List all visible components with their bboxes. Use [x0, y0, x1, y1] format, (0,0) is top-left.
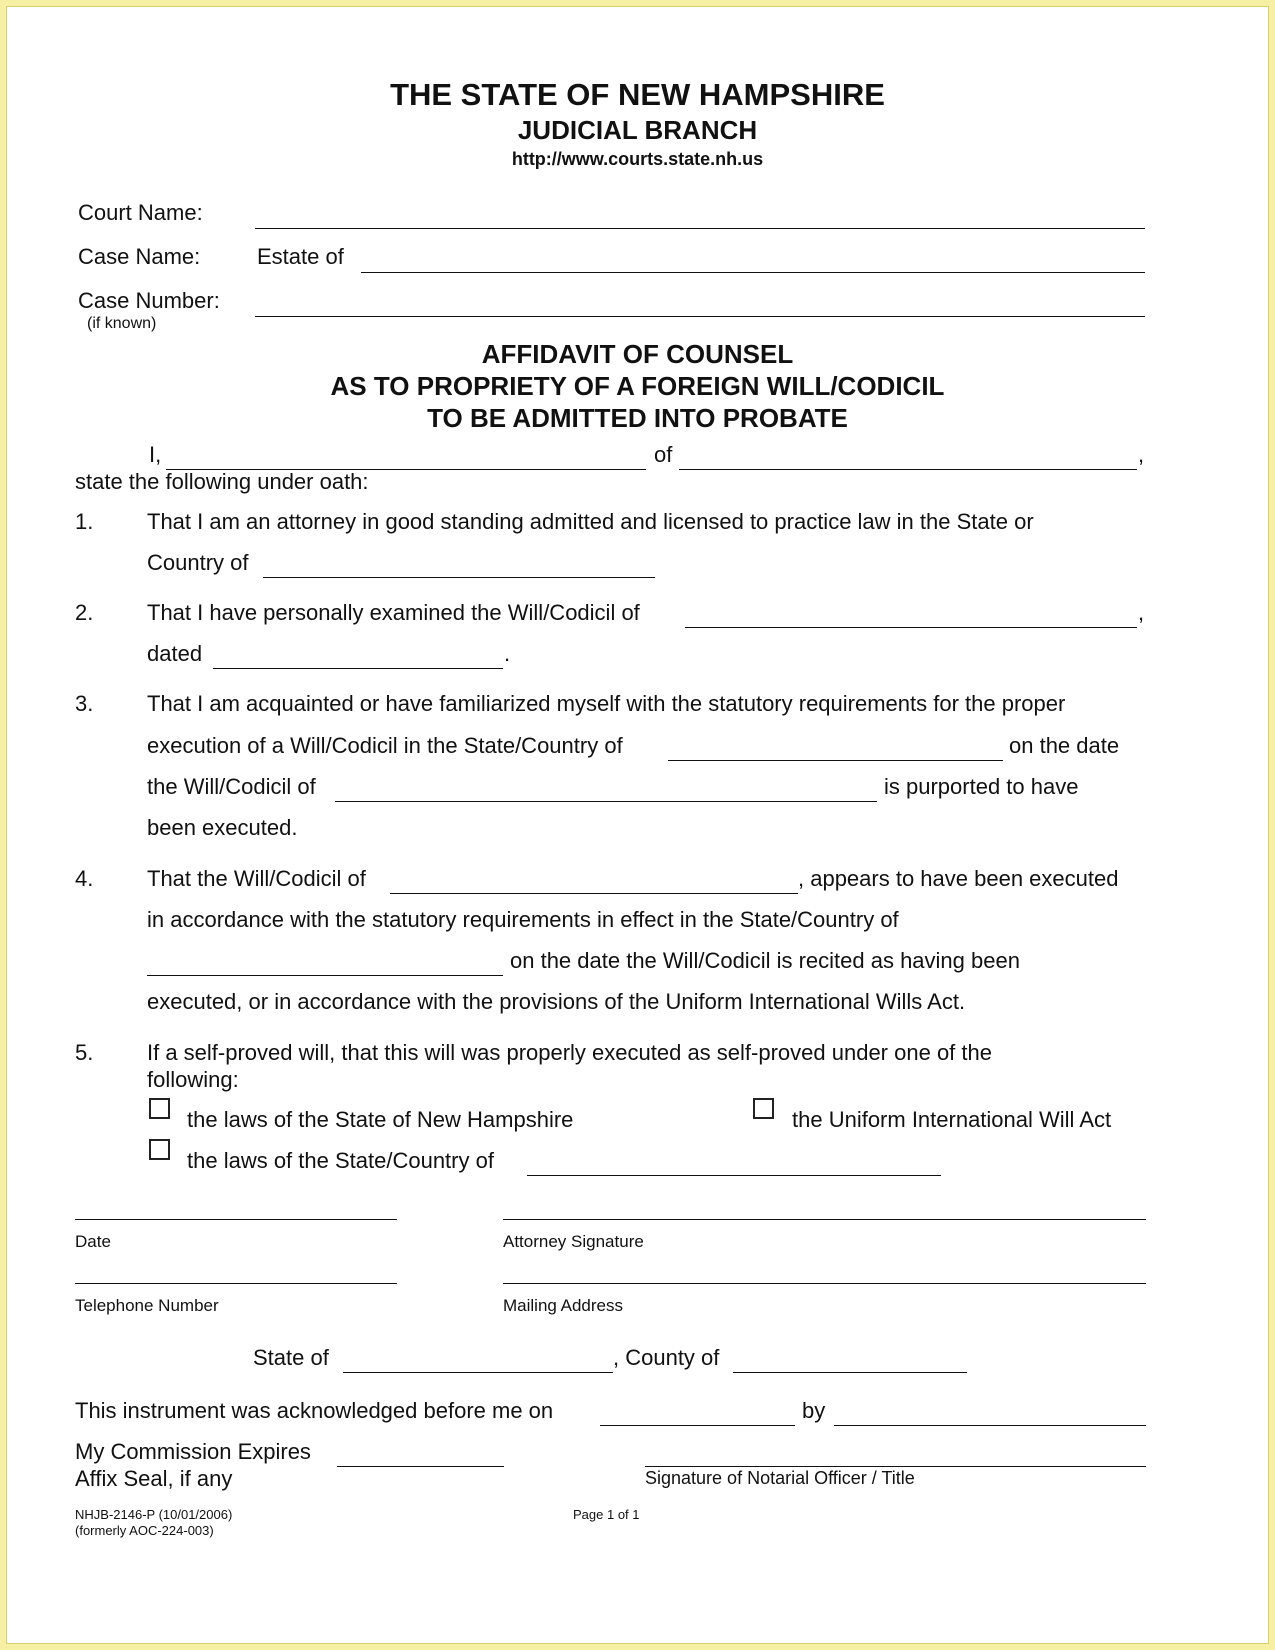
other-law-checkbox[interactable] — [149, 1139, 170, 1160]
acknowledged-by-field[interactable] — [834, 1425, 1146, 1426]
formerly-note: (formerly AOC-224-003) — [75, 1523, 214, 1538]
date-field[interactable] — [75, 1219, 397, 1220]
mailing-address-label: Mailing Address — [503, 1296, 624, 1315]
item-3-line-3b: is purported to have — [884, 774, 1079, 799]
attorney-signature-field[interactable] — [503, 1219, 1146, 1220]
notarial-signature-field[interactable] — [645, 1466, 1146, 1467]
title-line-2: AS TO PROPRIETY OF A FOREIGN WILL/CODICIL — [330, 371, 945, 401]
acknowledged-date-field[interactable] — [600, 1425, 795, 1426]
case-name-field[interactable] — [361, 272, 1145, 273]
item-4-line-2: in accordance with the statutory requirements in effect in the State/Country of — [147, 907, 899, 932]
item-3-line-1: That I am acquainted or have familiarized myself with the statutory requirements for the proper — [147, 691, 1066, 716]
item-5-line-2: following: — [147, 1067, 239, 1092]
item-4-testator-field[interactable] — [390, 893, 798, 894]
court-url: http://www.courts.state.nh.us — [511, 149, 764, 169]
item-3-line-2a: execution of a Will/Codicil in the State/Country of — [147, 733, 623, 758]
by-label: by — [802, 1398, 826, 1423]
form-page — [6, 6, 1269, 1644]
item-4-line-1b: , appears to have been executed — [798, 866, 1119, 891]
item-5-number: 5. — [75, 1040, 94, 1065]
item-3-country-field[interactable] — [668, 760, 1003, 761]
intro-comma: , — [1138, 442, 1145, 467]
item-2-dated: dated — [147, 641, 203, 666]
if-known-note: (if known) — [87, 315, 157, 332]
date-label: Date — [75, 1232, 111, 1251]
intro-of: of — [654, 442, 673, 467]
commission-label: My Commission Expires — [75, 1439, 311, 1464]
form-number: NHJB-2146-P (10/01/2006) — [75, 1507, 233, 1522]
notary-county-field[interactable] — [733, 1372, 967, 1373]
title-line-3: TO BE ADMITTED INTO PROBATE — [427, 403, 848, 433]
item-2-line-1: That I have personally examined the Will/Codicil of — [147, 600, 640, 625]
nh-law-checkbox[interactable] — [149, 1098, 170, 1119]
item-4-country-field[interactable] — [147, 975, 503, 976]
item-4-line-4: executed, or in accordance with the provisions of the Uniform International Wills Act. — [147, 989, 966, 1014]
estate-of-label: Estate of — [257, 244, 344, 269]
other-law-label: the laws of the State/Country of — [187, 1148, 494, 1173]
item-1-number: 1. — [75, 509, 94, 534]
item-2-testator-field[interactable] — [685, 627, 1137, 628]
uniform-act-checkbox[interactable] — [753, 1098, 774, 1119]
item-5-line-1: If a self-proved will, that this will was properly executed as self-proved under one of the — [147, 1040, 992, 1065]
item-4-number: 4. — [75, 866, 94, 891]
state-of-label: State of — [253, 1345, 329, 1370]
notary-state-field[interactable] — [343, 1372, 613, 1373]
item-1-line-2: Country of — [147, 550, 249, 575]
item-2-period: . — [504, 641, 511, 666]
title-line-1: AFFIDAVIT OF COUNSEL — [481, 339, 794, 369]
notarial-signature-label: Signature of Notarial Officer / Title — [645, 1468, 915, 1488]
commission-expires-field[interactable] — [337, 1466, 504, 1467]
telephone-field[interactable] — [75, 1283, 397, 1284]
intro-i: I, — [149, 442, 162, 467]
item-2-date-field[interactable] — [213, 668, 503, 669]
uniform-act-label: the Uniform International Will Act — [792, 1107, 1112, 1132]
case-number-field[interactable] — [255, 316, 1145, 317]
item-4-line-1a: That the Will/Codicil of — [147, 866, 366, 891]
item-1-line-1: That I am an attorney in good standing admitted and licensed to practice law in the State or — [147, 509, 1034, 534]
item-1-country-field[interactable] — [263, 577, 655, 578]
court-name-field[interactable] — [255, 228, 1145, 229]
other-law-country-field[interactable] — [527, 1175, 941, 1176]
item-3-line-3a: the Will/Codicil of — [147, 774, 316, 799]
affix-seal-label: Affix Seal, if any — [75, 1466, 233, 1491]
telephone-label: Telephone Number — [75, 1296, 219, 1315]
case-number-label: Case Number: — [78, 288, 220, 313]
item-3-line-2b: on the date — [1009, 733, 1120, 758]
intro-statement: state the following under oath: — [75, 469, 369, 494]
branch-heading: JUDICIAL BRANCH — [517, 115, 758, 145]
state-heading: THE STATE OF NEW HAMPSHIRE — [390, 77, 885, 112]
mailing-address-field[interactable] — [503, 1283, 1146, 1284]
attorney-signature-label: Attorney Signature — [503, 1232, 644, 1251]
item-3-number: 3. — [75, 691, 94, 716]
case-name-label: Case Name: — [78, 244, 201, 269]
page-number: Page 1 of 1 — [573, 1507, 640, 1522]
nh-law-label: the laws of the State of New Hampshire — [187, 1107, 574, 1132]
item-2-comma: , — [1138, 600, 1145, 625]
item-2-number: 2. — [75, 600, 94, 625]
item-3-line-4: been executed. — [147, 815, 298, 840]
acknowledged-label: This instrument was acknowledged before me on — [75, 1398, 554, 1423]
county-of-label: , County of — [613, 1345, 720, 1370]
court-name-label: Court Name: — [78, 200, 203, 225]
item-4-line-3: on the date the Will/Codicil is recited as having been — [510, 948, 1020, 973]
affiant-location-field[interactable] — [679, 469, 1137, 470]
item-3-testator-field[interactable] — [335, 801, 877, 802]
